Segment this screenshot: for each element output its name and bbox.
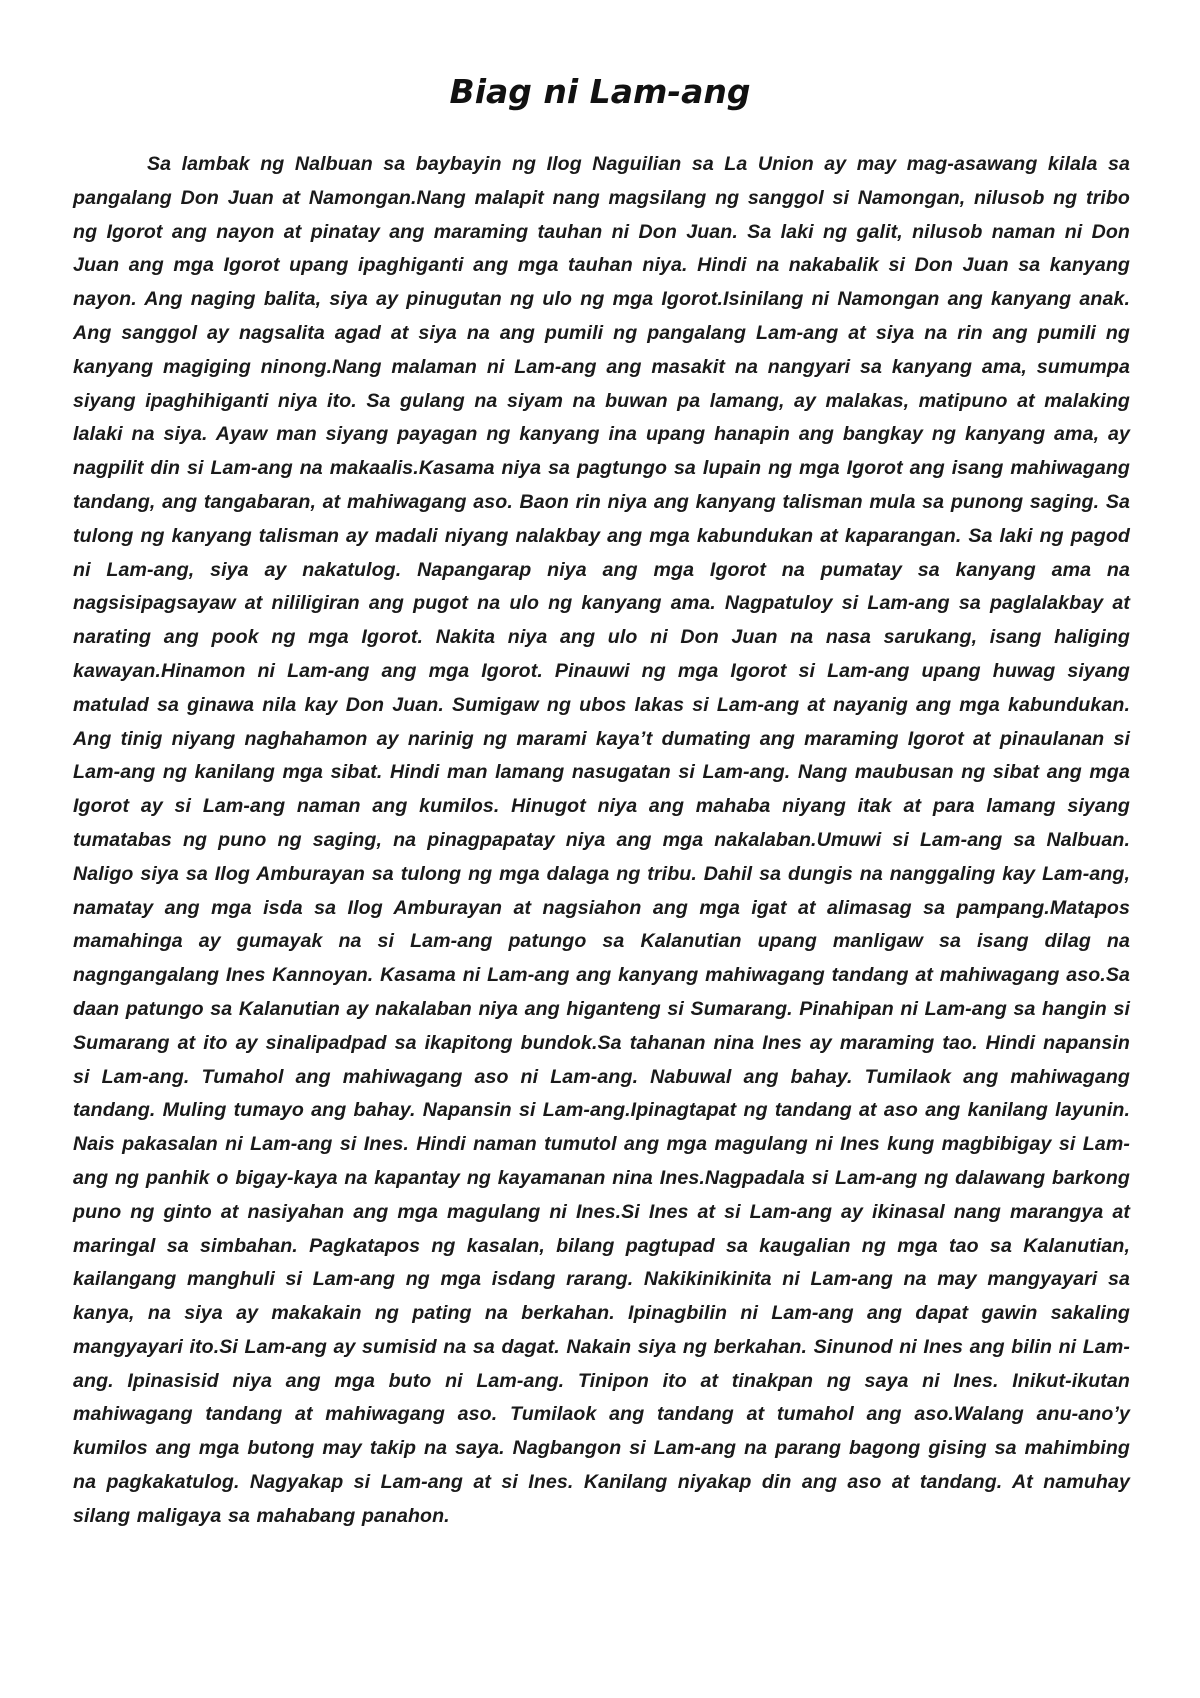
story-paragraph: Sa lambak ng Nalbuan sa baybayin ng Ilog Naguilian sa La Union ay may mag-asawang kilala sa pangalang Don Juan at Namongan.Nang malapit nang magsilang ng sanggol si Namongan, nilusob ng tribo ng Igorot ang nayon at pinatay ang maraming tauhan ni Don Juan. Sa laki ng galit, nilusob naman ni Don Juan ang mga Igorot upang ipaghiganti ang mga tauhan niya. Hindi na nakabalik si Don Juan sa kanyang nayon. Ang naging balita, siya ay pinugutan ng ulo ng mga Igorot.Isinilang ni Namongan ang kanyang anak. Ang sanggol ay nagsalita agad at siya na ang pumili ng pangalang Lam-ang at siya na rin ang pumili ng kanyang magiging ninong.Nang malaman ni Lam-ang ang masakit na nangyari sa kanyang ama, sumumpa siyang ipaghihiganti niya ito. Sa gulang na siyam na buwan pa lamang, ay malakas, matipuno at malaking lalaki na siya. Ayaw man siyang payagan ng kanyang ina upang hanapin ang bangkay ng kanyang ama, ay nagpilit din si Lam-ang na makaalis.Kasama niya sa pagtungo sa lupain ng mga Igorot ang isang mahiwagang tandang, ang tangabaran, at mahiwagang aso. Baon rin niya ang kanyang talisman mula sa punong saging. Sa tulong ng kanyang talisman ay madali niyang nalakbay ang mga kabundukan at kaparangan. Sa laki ng pagod ni Lam-ang, siya ay nakatulog. Napangarap niya ang mga Igorot na pumatay sa kanyang ama na nagsisipagsayaw at nililigiran ang pugot na ulo ng kanyang ama. Nagpatuloy si Lam-ang sa paglalakbay at narating ang pook ng mga Igorot. Nakita niya ang ulo ni Don Juan na nasa sarukang, isang haliging kawayan.Hinamon ni Lam-ang ang mga Igorot. Pinauwi ng mga Igorot si Lam-ang upang huwag siyang matulad sa ginawa nila kay Don Juan. Sumigaw ng ubos lakas si Lam-ang at nayanig ang mga kabundukan. Ang tinig niyang naghahamon ay narinig ng marami kaya’t dumating ang maraming Igorot at pinaulanan si Lam-ang ng kanilang mga sibat. Hindi man lamang nasugatan si Lam-ang. Nang maubusan ng sibat ang mga Igorot ay si Lam-ang naman ang kumilos. Hinugot niya ang mahaba niyang itak at para lamang siyang tumatabas ng puno ng saging, na pinagpapatay niya ang mga nakalaban.Umuwi si Lam-ang sa Nalbuan. Naligo siya sa Ilog Amburayan sa tulong ng mga dalaga ng tribu. Dahil sa dungis na nanggaling kay Lam-ang, namatay ang mga isda sa Ilog Amburayan at nagsiahon ang mga igat at alimasag sa pampang.Matapos mamahinga ay gumayak na si Lam-ang patungo sa Kalanutian upang manligaw sa isang dilag na nagngangalang Ines Kannoyan. Kasama ni Lam-ang ang kanyang mahiwagang tandang at mahiwagang aso.Sa daan patungo sa Kalanutian ay nakalaban niya ang higanteng si Sumarang. Pinahipan ni Lam-ang sa hangin si Sumarang at ito ay sinalipadpad sa ikapitong bundok.Sa tahanan nina Ines ay maraming tao. Hindi napansin si Lam-ang. Tumahol ang mahiwagang aso ni Lam-ang. Nabuwal ang bahay. Tumilaok ang mahiwagang tandang. Muling tumayo ang bahay. Napansin si Lam-ang.Ipinagtapat ng tandang at aso ang kanilang layunin. Nais pakasalan ni Lam-ang si Ines. Hindi naman tumutol ang mga magulang ni Ines kung magbibigay si Lam-ang ng panhik o bigay-kaya na kapantay ng kayamanan nina Ines.Nagpadala si Lam-ang ng dalawang barkong puno ng ginto at nasiyahan ang mga magulang ni Ines.Si Ines at si Lam-ang ay ikinasal nang marangya at maringal sa simbahan. Pagkatapos ng kasalan, bilang pagtupad sa kaugalian ng mga tao sa Kalanutian, kailangang manghuli si Lam-ang ng mga isdang rarang. Nakikinikinita ni Lam-ang na may mangyayari sa kanya, na siya ay makakain ng pating na berkahan. Ipinagbilin ni Lam-ang ang dapat gawin sakaling mangyayari ito.Si Lam-ang ay sumisid na sa dagat. Nakain siya ng berkahan. Sinunod ni Ines ang bilin ni Lam-ang. Ipinasisid niya ang mga buto ni Lam-ang. Tinipon ito at tinakpan ng saya ni Ines. Inikut-ikutan mahiwagang tandang at mahiwagang aso. Tumilaok ang tandang at tumahol ang aso.Walang anu-ano’y kumilos ang mga butong may takip na saya. Nagbangon si Lam-ang na parang bagong gising sa mahimbing na pagkakatulog. Nagyakap si Lam-ang at si Ines. Kanilang niyakap din ang aso at tandang. At namuhay silang maligaya sa mahabang panahon. [73, 153, 1130, 1527]
document-title: Biag ni Lam-ang [449, 72, 751, 111]
